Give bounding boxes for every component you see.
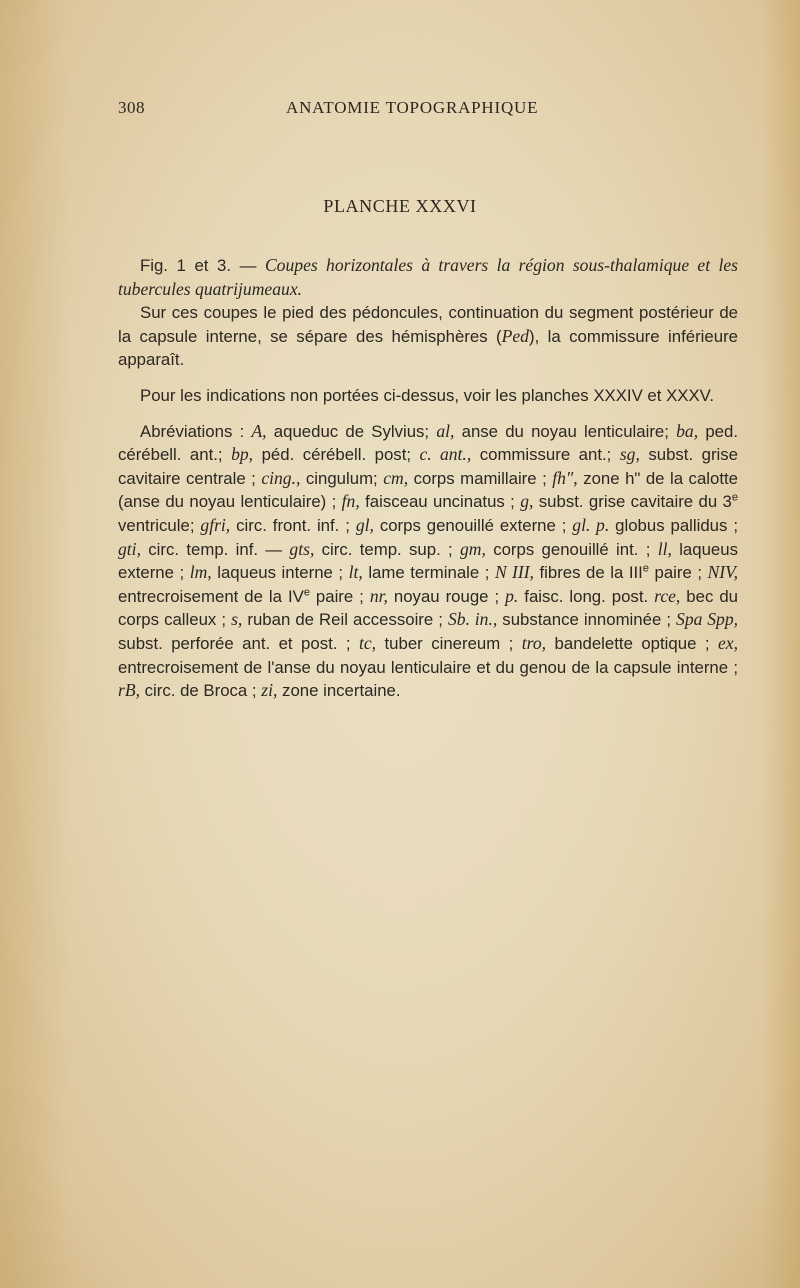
abbreviation-definition: aqueduc de Sylvius; [266,421,437,441]
abbreviation-term: Sb. in., [447,609,498,630]
abbreviation-definition: cingulum; [300,468,384,488]
abbreviation-term: ex, [717,632,738,653]
abbreviation-definition: ventricule; [118,515,201,535]
abbreviation-term: gti, [118,538,141,559]
abbreviation-term: lt, [348,562,363,583]
abbreviation-term: c. ant., [419,444,472,465]
abbreviation-definition: ruban de Reil accessoire ; [242,610,448,630]
abbreviation-term: zi, [261,680,278,701]
running-title: ANATOMIE TOPOGRAPHIQUE [286,98,539,117]
plate-title: PLANCHE XXXVI [323,196,477,216]
abbreviation-definition: noyau rouge ; [387,586,506,606]
abbreviation-definition: paire ; [309,586,370,606]
abbreviation-term: A, [251,420,267,441]
abbreviation-term: sg, [619,444,640,465]
abbreviations-paragraph [118,420,738,703]
abbreviations-intro: Abréviations : [140,421,252,441]
abbreviation-term: fh", [552,467,578,488]
reference-paragraph: Pour les indications non portées ci-dessus, voir les planches XXXIV et XXXV. [140,385,714,405]
abbreviation-definition: corps mamillaire ; [408,468,553,488]
description-paragraph [118,301,738,372]
abbreviation-term: cm, [383,467,409,488]
abbreviation-definition: subst. grise cavitaire centrale ; [118,445,738,488]
abbreviation-term: rce, [654,585,681,606]
abbreviation-definition: substance innominée ; [497,610,677,630]
abbreviation-definition: circ. temp. inf. — [140,539,290,559]
abbreviation-definition: paire ; [648,563,708,583]
abbreviation-term: gfri, [200,514,231,535]
abbreviation-definition: tuber cinereum ; [376,633,522,653]
abbreviation-term: tro, [521,632,547,653]
abbreviation-term: rB, [118,680,140,701]
page-edge-shadow-right [762,0,800,1288]
abbreviation-term: tc, [358,632,377,653]
abbreviation-definition: entrecroisement de la IV [118,586,304,606]
page-edge-shadow-left [0,0,70,1288]
body-text [118,254,738,703]
abbreviation-term: gts, [289,538,315,559]
abbreviation-definition: zone incertaine. [277,681,401,701]
abbreviation-term: lm, [189,562,212,583]
abbreviation-term: bp, [231,444,254,465]
abbreviation-definition: laqueus interne ; [211,563,349,583]
abbreviation-definition: commissure ant.; [471,445,620,465]
abbreviation-superscript: e [731,491,738,504]
abbreviation-term: g, [520,491,534,512]
abbreviation-definition: zone h" de la calotte (anse du noyau lenticulaire) ; [118,468,738,512]
description-abbr-ped: Ped [501,325,529,346]
abbreviation-definition: entrecroisement de l'anse du noyau lenticulaire et du genou de la capsule interne ; [118,657,738,677]
abbreviation-definition: subst. grise cavitaire du 3 [533,492,732,512]
abbreviation-definition: péd. cérébell. post; [253,445,420,465]
abbreviation-term: N III, [494,562,534,583]
abbreviation-term: p. [505,585,519,606]
abbreviation-superscript: e [303,586,310,599]
abbreviation-term: s, [231,609,243,630]
abbreviation-term: nr, [369,585,388,606]
abbreviation-definition: faisceau uncinatus ; [359,492,521,512]
abbreviation-definition: corps genouillé int. ; [485,539,658,559]
abbreviation-superscript: e [642,562,649,575]
abbreviation-term: gm, [460,538,486,559]
description-text: Sur ces coupes le pied des pédoncules, continuation du segment postérieur de la capsule interne, se sépare des hémisphères ( [118,303,738,346]
abbreviation-definition: lame terminale ; [362,563,495,583]
figure-caption-paragraph [118,254,738,301]
abbreviation-term: ba, [676,420,699,441]
abbreviation-definition: bandelette optique ; [546,633,718,653]
abbreviation-term: gl. p. [572,514,610,535]
abbreviation-term: al, [436,420,455,441]
abbreviation-definition: fibres de la III [533,563,643,583]
figure-caption-title: Coupes horizontales à travers la région sous-thalamique et les tubercules quatrijumeaux. [118,255,738,299]
running-header [118,98,738,124]
abbreviation-definition: corps genouillé externe ; [373,515,573,535]
abbreviation-definition: globus pallidus ; [609,515,738,535]
abbreviation-definition: laqueus externe ; [118,539,738,583]
abbreviation-definition: faisc. long. post. [518,586,655,606]
description-text-end: ), la commissure inférieure apparaît. [118,326,738,370]
abbreviation-definition: circ. de Broca ; [140,681,262,701]
abbreviation-term: cing., [261,467,301,488]
abbreviation-definition: circ. front. inf. ; [230,515,356,535]
figure-reference: Fig. 1 et 3. — [140,256,265,275]
abbreviation-term: gl, [355,514,374,535]
abbreviation-term: ll, [657,538,672,559]
abbreviation-definition: ped. cérébell. ant.; [118,421,738,465]
abbreviation-term: fn, [341,491,360,512]
abbreviation-definition: circ. temp. sup. ; [314,539,460,559]
abbreviation-definition: anse du noyau lenticulaire; [454,421,677,441]
abbreviation-definition: bec du corps calleux ; [118,586,739,630]
abbreviation-term: NIV, [707,562,739,583]
page-number: 308 [118,98,145,117]
abbreviation-definition: subst. perforée ant. et post. ; [118,633,359,653]
abbreviation-term: Spa Spp, [676,609,739,630]
